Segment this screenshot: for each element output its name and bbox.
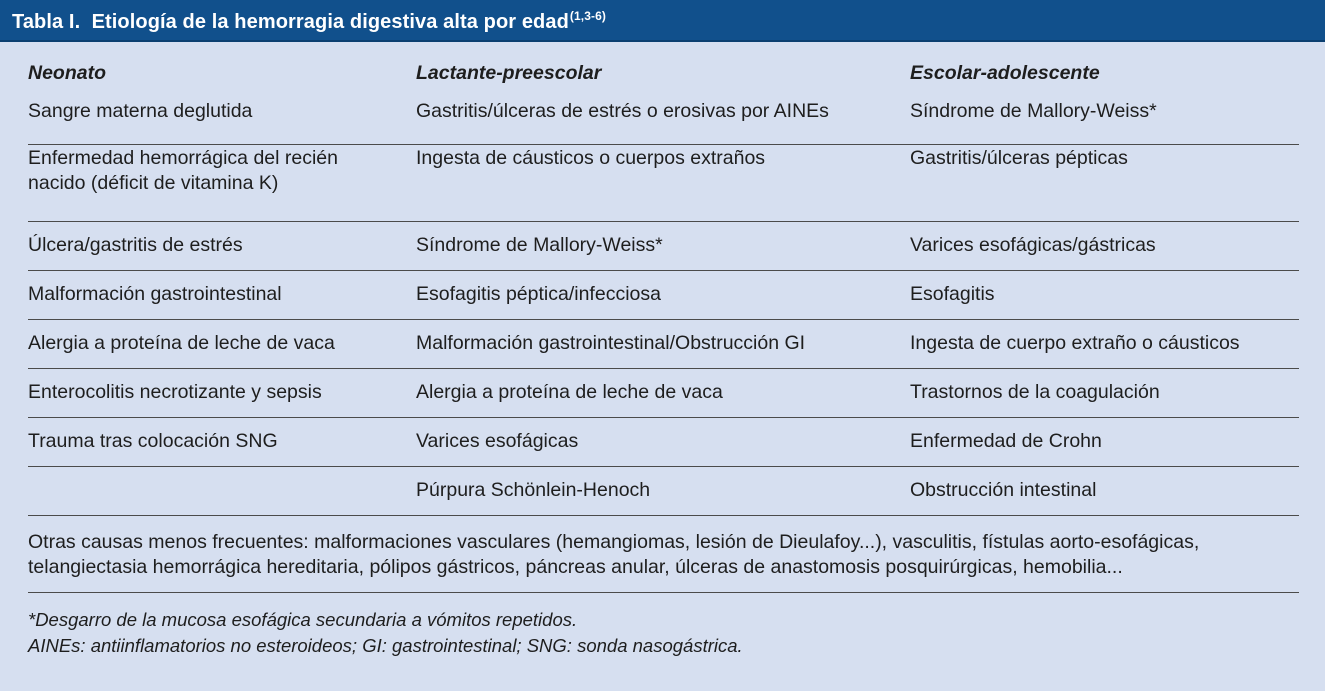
table-cell: Enfermedad hemorrágica del recién nacido (déficit de vitamina K) [28, 147, 339, 194]
table-row [28, 222, 1299, 271]
table-cell: Esofagitis [910, 283, 995, 305]
table-cell: Úlcera/gastritis de estrés [28, 234, 243, 256]
table-cell: Enfermedad de Crohn [910, 430, 1102, 452]
table-cell: Trastornos de la coagulación [910, 381, 1160, 403]
table-cell: Varices esofágicas [416, 430, 579, 452]
table-row [28, 369, 1299, 418]
table-row [28, 145, 1299, 222]
footnotes [28, 593, 1299, 659]
table-cell: Enterocolitis necrotizante y sepsis [28, 381, 322, 403]
table-cell: Gastritis/úlceras de estrés o erosivas por AINEs [416, 100, 829, 122]
table-title-text: Etiología de la hemorragia digestiva alta por edad [91, 11, 569, 33]
header-lactante-preescolar: Lactante-preescolar [416, 62, 602, 84]
table-title-bar [0, 0, 1325, 42]
table-header-row [28, 50, 1299, 94]
table-cell: Varices esofágicas/gástricas [910, 234, 1156, 256]
footnote-abbreviations: AINEs: antiinflamatorios no esteroideos; GI: gastrointestinal; SNG: sonda nasogástrica. [28, 635, 743, 656]
table-title-refs: (1,3-6) [569, 9, 606, 23]
table-row [28, 467, 1299, 516]
table-cell: Gastritis/úlceras pépticas [910, 147, 1128, 169]
table-content [28, 50, 1299, 659]
table-cell: Alergia a proteína de leche de vaca [28, 332, 335, 354]
table-cell: Ingesta de cáusticos o cuerpos extraños [416, 147, 766, 169]
table-cell: Esofagitis péptica/infecciosa [416, 283, 661, 305]
table-cell: Alergia a proteína de leche de vaca [416, 381, 723, 403]
table-row [28, 320, 1299, 369]
table-cell: Malformación gastrointestinal/Obstrucción GI [416, 332, 806, 354]
table-cell: Síndrome de Mallory-Weiss* [416, 234, 663, 256]
table-cell: Malformación gastrointestinal [28, 283, 282, 305]
header-neonato: Neonato [28, 62, 106, 84]
table-row [28, 271, 1299, 320]
footnote-mallory-weiss: *Desgarro de la mucosa esofágica secundaria a vómitos repetidos. [28, 609, 578, 630]
table-cell: Síndrome de Mallory-Weiss* [910, 100, 1157, 122]
table-label: Tabla I. [12, 11, 81, 33]
table-cell: Ingesta de cuerpo extraño o cáusticos [910, 332, 1240, 354]
table-cell: Sangre materna deglutida [28, 100, 253, 122]
table-cell: Púrpura Schönlein-Henoch [416, 479, 651, 501]
table-row [28, 418, 1299, 467]
header-escolar-adolescente: Escolar-adolescente [910, 62, 1100, 84]
table-title [12, 9, 606, 34]
table-cell: Trauma tras colocación SNG [28, 430, 278, 452]
table-row [28, 94, 1299, 145]
other-causes-note: Otras causas menos frecuentes: malformaciones vasculares (hemangiomas, lesión de Dieulafoy...), vasculitis, fístulas aorto-esofágicas, telangiectasia hemorrágica hereditaria, pólipos gástricos, páncreas anular, úlceras de anastomosis posquirúrgicas, hemobilia... [28, 516, 1299, 593]
table-cell: Obstrucción intestinal [910, 479, 1097, 501]
